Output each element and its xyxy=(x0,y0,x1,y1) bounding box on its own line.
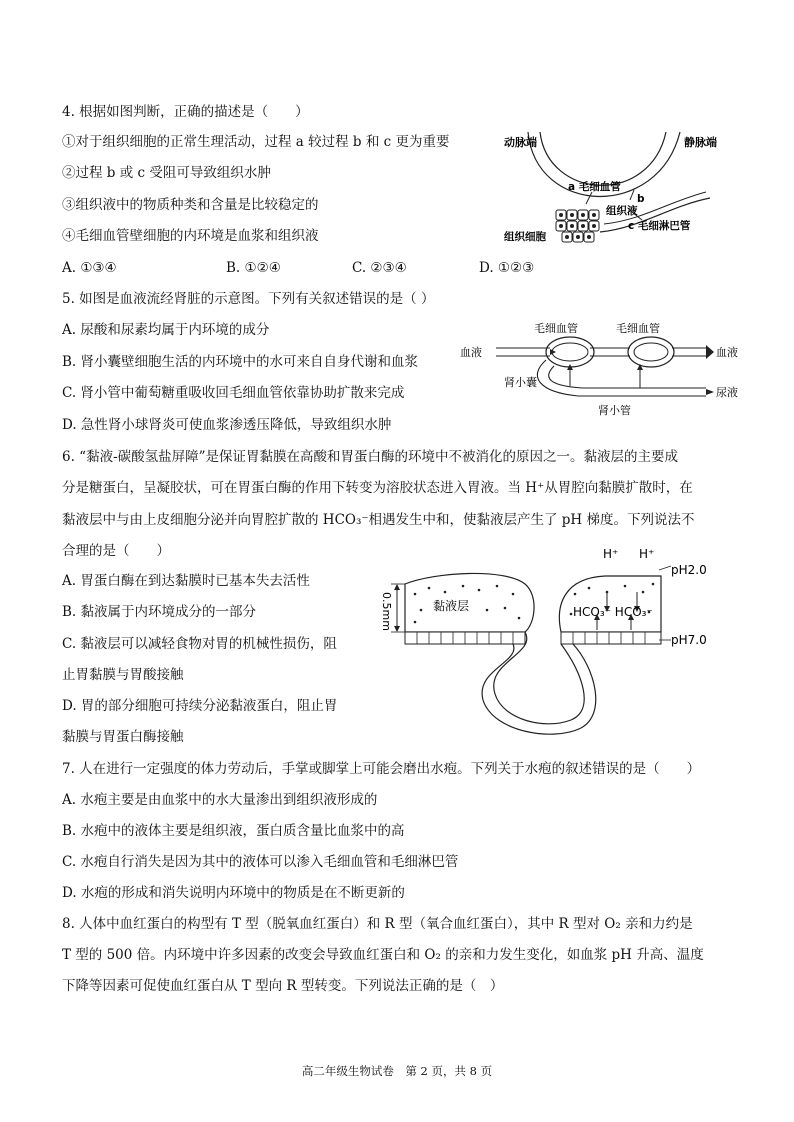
q4-capillary-diagram xyxy=(500,128,740,250)
q7-option-d: D. 水疱的形成和消失说明内环境中的物质是在不断更新的 xyxy=(62,885,405,901)
q6-fig-hco3-label: HCO₃⁻ HCO₃⁻ xyxy=(573,605,653,619)
q8-line-2: T 型的 500 倍。内环境中许多因素的改变会导致血红蛋白和 O₂ 的亲和力发生变化，如血浆 pH 升高、温度 xyxy=(62,947,704,963)
q4-fig-b-label: b xyxy=(637,193,645,205)
q6-fig-h-ion-1: H⁺ xyxy=(603,547,619,561)
q6-option-b: B. 黏液属于内环境成分的一部分 xyxy=(62,604,257,620)
q6-option-d-line-2: 黏膜与胃蛋白酶接触 xyxy=(62,729,184,745)
q4-fig-tissue-cell-label: 组织细胞 xyxy=(504,231,546,243)
q5-fig-capillary-2-label: 毛细血管 xyxy=(616,322,660,335)
q4-option-d: D. ①②③ xyxy=(479,260,535,276)
q4-option-a: A. ①③④ xyxy=(62,260,117,276)
q7-option-c: C. 水疱自行消失是因为其中的液体可以渗入毛细血管和毛细淋巴管 xyxy=(62,854,459,870)
page-footer: 高二年级生物试卷 第 2 页，共 8 页 xyxy=(301,1064,493,1078)
q6-line-4: 合理的是（ ） xyxy=(62,543,170,559)
q5-fig-tubule-label: 肾小管 xyxy=(598,404,631,417)
q6-line-1: 6. “黏液-碳酸氢盐屏障”是保证胃黏膜在高酸和胃蛋白酶的环境中不被消化的原因之一。黏液层的主要成 xyxy=(62,449,679,465)
q6-option-d-line-1: D. 胃的部分细胞可持续分泌黏液蛋白，阻止胃 xyxy=(62,698,338,714)
q6-mucus-barrier-diagram xyxy=(375,544,735,744)
q6-fig-h-ion-2: H⁺ xyxy=(639,547,655,561)
q7-option-a: A. 水疱主要是由血浆中的水大量渗出到组织液形成的 xyxy=(62,792,378,808)
q4-statement-2: ②过程 b 或 c 受阻可导致组织水肿 xyxy=(62,165,271,181)
q8-line-3: 下降等因素可促使血红蛋白从 T 型向 R 型转变。下列说法正确的是（ ） xyxy=(62,978,504,994)
q4-statement-3: ③组织液中的物质种类和含量是比较稳定的 xyxy=(62,197,319,213)
q7-stem: 7. 人在进行一定强度的体力劳动后，手掌或脚掌上可能会磨出水疱。下列关于水疱的叙述错误的是（ ） xyxy=(62,761,701,777)
q4-option-b: B. ①②④ xyxy=(226,260,281,276)
q4-option-c: C. ②③④ xyxy=(352,260,407,276)
q5-fig-capillary-1-label: 毛细血管 xyxy=(534,322,578,335)
q4-fig-venous-label: 静脉端 xyxy=(684,136,717,149)
q5-fig-urine-label: 尿液 xyxy=(716,386,738,399)
q5-option-c: C. 肾小管中葡萄糖重吸收回毛细血管依靠协助扩散来完成 xyxy=(62,385,405,401)
q6-line-3: 黏液层中与由上皮细胞分泌并向胃腔扩散的 HCO₃⁻相遇发生中和，使黏液层产生了 pH 梯度。下列说法不 xyxy=(62,512,695,528)
q8-line-1: 8. 人体中血红蛋白的构型有 T 型（脱氧血红蛋白）和 R 型（氧合血红蛋白），其中 R 型对 O₂ 亲和力约是 xyxy=(62,916,693,932)
q7-option-b: B. 水疱中的液体主要是组织液，蛋白质含量比血浆中的高 xyxy=(62,823,405,839)
q6-option-a: A. 胃蛋白酶在到达黏膜时已基本失去活性 xyxy=(62,573,310,589)
q6-option-c-line-2: 止胃黏膜与胃酸接触 xyxy=(62,667,184,683)
q4-fig-capillary-label: a 毛细血管 xyxy=(568,181,621,193)
q6-fig-mucus-label: 黏液层 xyxy=(433,599,470,613)
q4-fig-lymph-label: c 毛细淋巴管 xyxy=(628,220,691,232)
q4-statement-4: ④毛细血管壁细胞的内环境是血浆和组织液 xyxy=(62,228,319,244)
q5-option-a: A. 尿酸和尿素均属于内环境的成分 xyxy=(62,322,270,338)
q6-option-c-line-1: C. 黏液层可以减轻食物对胃的机械性损伤，阻 xyxy=(62,636,337,652)
q5-stem: 5. 如图是血液流经肾脏的示意图。下列有关叙述错误的是（ ） xyxy=(62,291,435,307)
q6-fig-ph-top: pH2.0 xyxy=(671,563,707,577)
q5-option-d: D. 急性肾小球肾炎可使血浆渗透压降低，导致组织水肿 xyxy=(62,417,392,433)
q5-option-b: B. 肾小囊壁细胞生活的内环境中的水可来自自身代谢和血浆 xyxy=(62,354,419,370)
q6-fig-thickness-label: 0.5mm xyxy=(380,592,393,631)
q5-fig-capsule-label: 肾小囊 xyxy=(504,376,537,389)
q4-fig-arterial-label: 动脉端 xyxy=(504,136,537,149)
q6-fig-ph-bottom: pH7.0 xyxy=(671,633,707,647)
q5-kidney-diagram xyxy=(458,316,748,418)
q6-line-2: 分是糖蛋白，呈凝胶状，可在胃蛋白酶的作用下转变为溶胶状态进入胃液。当 H⁺从胃腔向黏膜扩散时，在 xyxy=(62,480,693,496)
q4-statement-1: ①对于组织细胞的正常生理活动，过程 a 较过程 b 和 c 更为重要 xyxy=(62,134,450,150)
q5-fig-blood-out-label: 血液 xyxy=(716,346,738,359)
q5-fig-blood-in-label: 血液 xyxy=(460,346,482,359)
q4-stem: 4. 根据如图判断，正确的描述是（ ） xyxy=(62,104,309,120)
q4-fig-tissue-fluid-label: 组织液 xyxy=(606,205,638,217)
